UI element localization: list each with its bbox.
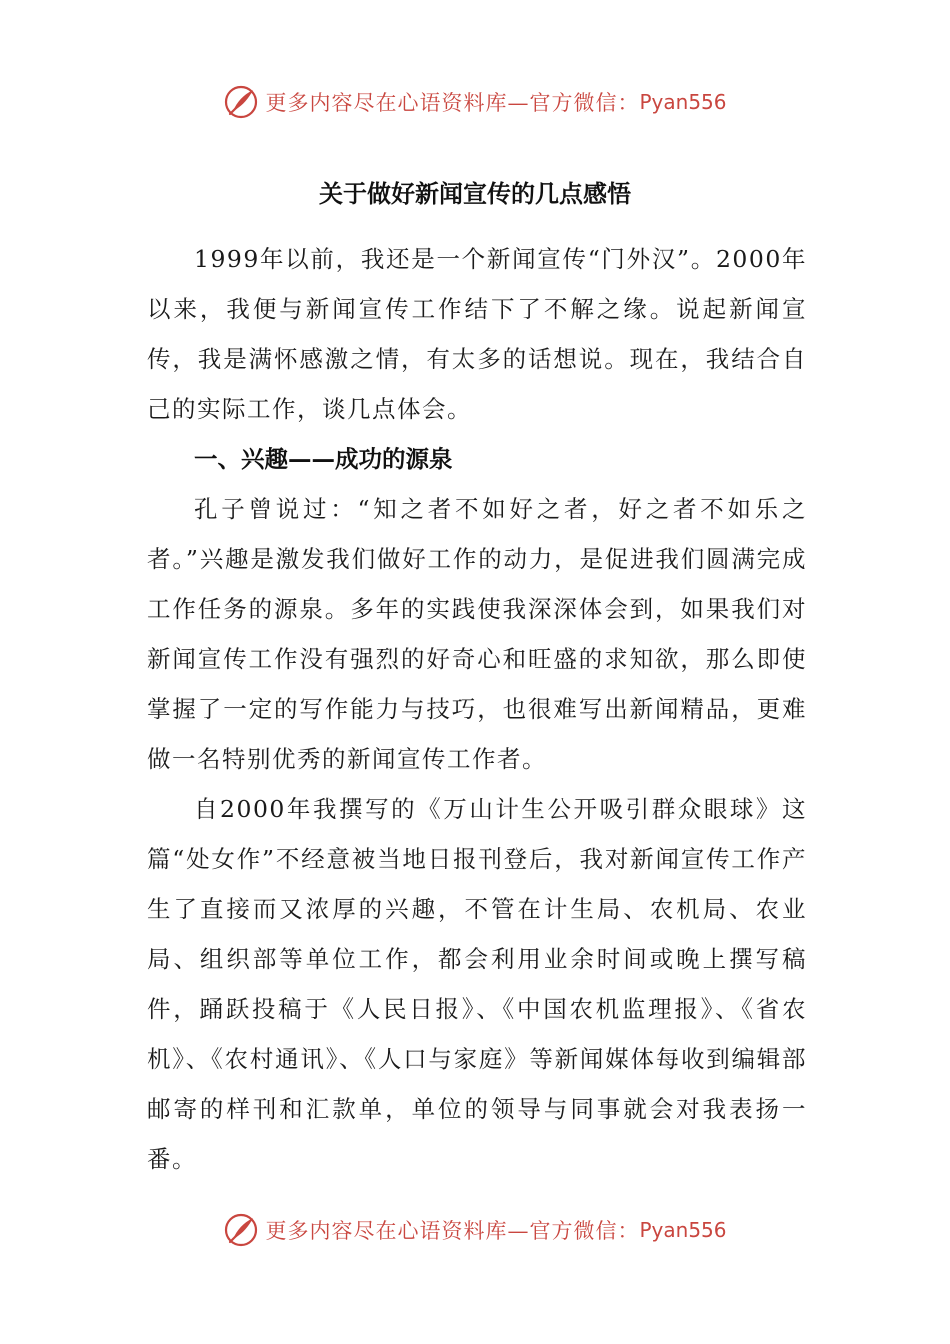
feather-pen-logo-icon bbox=[223, 1212, 259, 1248]
paragraph-confucius: 孔子曾说过：“知之者不如好之者，好之者不如乐之者。”兴趣是激发我们做好工作的动力，是促进我们圆满完成工作任务的源泉。多年的实践使我深深体会到，如果我们对新闻宣传工作没有强烈的好奇心和旺盛的求知欲，那么即使掌握了一定的写作能力与技巧，也很难写出新闻精品，更难做一名特别优秀的新闻宣传工作者。 bbox=[147, 495, 807, 773]
banner-wechat-handle: Pyan556 bbox=[639, 90, 727, 114]
paragraph-experience: 自2000年我撰写的《万山计生公开吸引群众眼球》这篇“处女作”不经意被当地日报刊登后，我对新闻宣传工作产生了直接而又浓厚的兴趣，不管在计生局、农机局、农业局、组织部等单位工作，都会利用业余时间或晚上撰写稿件，踊跃投稿于《人民日报》、《中国农机监理报》、《省农机》、《农村通讯》、《人口与家庭》等新闻媒体每收到编辑部邮寄的样刊和汇款单，单位的领导与同事就会对我表扬一番。 bbox=[147, 795, 807, 1173]
feather-pen-logo-icon bbox=[223, 84, 259, 120]
banner-text: 更多内容尽在心语资料库—官方微信： bbox=[265, 91, 640, 115]
banner-wechat-handle: Pyan556 bbox=[639, 1218, 727, 1242]
header-banner bbox=[0, 80, 950, 124]
footer-banner bbox=[0, 1208, 950, 1252]
document-title: 关于做好新闻宣传的几点感悟 bbox=[319, 180, 631, 208]
banner-text: 更多内容尽在心语资料库—官方微信： bbox=[265, 1219, 640, 1243]
paragraph-intro: 1999年以前，我还是一个新闻宣传“门外汉”。2000年以来，我便与新闻宣传工作结下了不解之缘。说起新闻宣传，我是满怀感激之情，有太多的话想说。现在，我结合自己的实际工作，谈几点体会。 bbox=[147, 245, 807, 423]
section-heading: 一、兴趣——成功的源泉 bbox=[194, 445, 453, 473]
document-body bbox=[147, 234, 807, 1184]
